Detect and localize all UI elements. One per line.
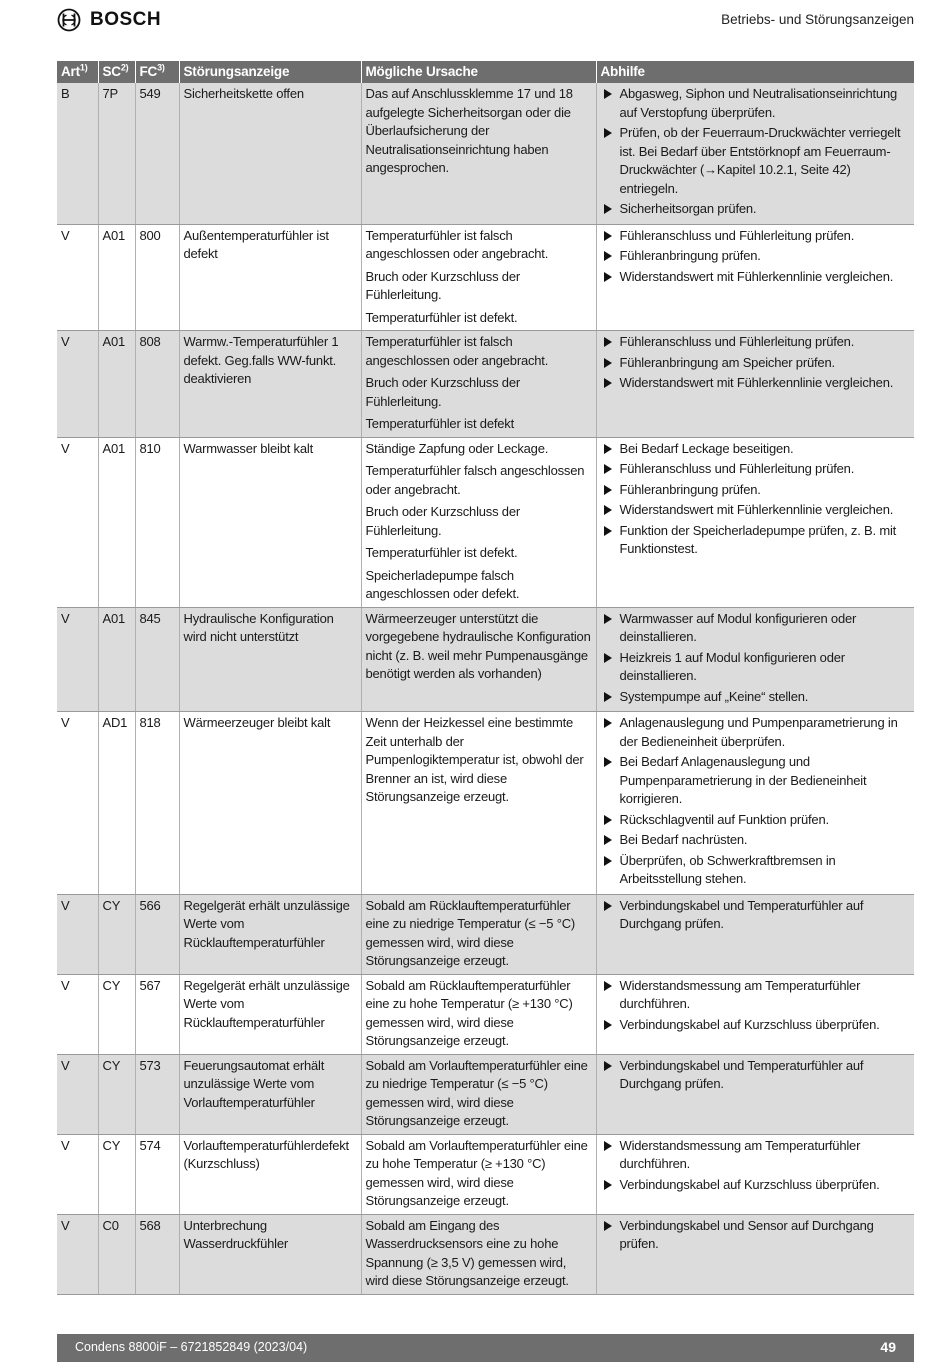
sc-cell: CY (98, 974, 135, 1054)
column-header (179, 61, 361, 83)
column-header-label: Störungsanzeige (183, 63, 290, 79)
remedy-list (601, 977, 911, 1035)
cause-cell (361, 894, 596, 974)
fc-cell: 845 (135, 607, 179, 712)
column-header-label: SC (102, 63, 121, 79)
art-cell: V (57, 894, 98, 974)
cause-cell (361, 1134, 596, 1214)
fc-cell: 567 (135, 974, 179, 1054)
remedy-item: Verbindungskabel auf Kurzschluss überprüfen. (601, 1176, 911, 1195)
table-body (57, 83, 914, 1294)
art-cell: V (57, 437, 98, 607)
cause-item: Bruch oder Kurzschluss der Fühlerleitung. (365, 375, 520, 409)
remedy-item: Heizkreis 1 auf Modul konfigurieren oder deinstallieren. (601, 649, 911, 686)
fc-cell: 549 (135, 83, 179, 224)
cause-cell (361, 974, 596, 1054)
remedy-item: Bei Bedarf nachrüsten. (601, 831, 911, 850)
fault-display-cell: Wärmeerzeuger bleibt kalt (179, 712, 361, 895)
remedy-item: Systempumpe auf „Keine“ stellen. (601, 688, 911, 707)
table-row (57, 607, 914, 712)
remedy-item: Prüfen, ob der Feuerraum-Druckwächter verriegelt ist. Bei Bedarf über Entstörknopf am Feuerraum-Druckwächter (→Kapitel 10.2.1, Seite 42) entriegeln. (601, 124, 911, 198)
sc-cell: A01 (98, 331, 135, 438)
sc-cell: A01 (98, 224, 135, 331)
fault-display-cell: Unterbrechung Wasserdruckfühler (179, 1214, 361, 1294)
remedy-list (601, 1137, 911, 1195)
remedy-item: Abgasweg, Siphon und Neutralisationseinrichtung auf Verstopfung überprüfen. (601, 85, 911, 122)
table-row (57, 1134, 914, 1214)
sc-cell: CY (98, 1134, 135, 1214)
remedy-cell (596, 712, 914, 895)
remedy-list (601, 714, 911, 889)
cause-item: Sobald am Rücklauftemperaturfühler eine zu niedrige Temperatur (≤ −5 °C) gemessen wird, wird diese Störungsanzeige erzeugt. (365, 897, 576, 968)
sc-cell: C0 (98, 1214, 135, 1294)
remedy-item: Rückschlagventil auf Funktion prüfen. (601, 811, 911, 830)
column-header-label: Mögliche Ursache (365, 63, 478, 79)
cause-cell (361, 1054, 596, 1134)
fault-display-cell: Feuerungsautomat erhält unzulässige Werte vom Vorlauftemperaturfühler (179, 1054, 361, 1134)
column-header (57, 61, 98, 83)
sc-cell: A01 (98, 437, 135, 607)
fc-cell: 810 (135, 437, 179, 607)
remedy-list (601, 1217, 911, 1254)
sc-cell: CY (98, 894, 135, 974)
cause-item: Bruch oder Kurzschluss der Fühlerleitung. (365, 268, 520, 302)
fc-cell: 818 (135, 712, 179, 895)
remedy-cell (596, 974, 914, 1054)
remedy-list (601, 85, 911, 219)
remedy-list (601, 440, 911, 559)
art-cell: V (57, 974, 98, 1054)
remedy-item: Bei Bedarf Anlagenauslegung und Pumpenparametrierung in der Bedieneinheit korrigieren. (601, 753, 911, 809)
remedy-item: Fühleranbringung am Speicher prüfen. (601, 354, 911, 373)
page-footer (57, 1334, 914, 1362)
remedy-item: Sicherheitsorgan prüfen. (601, 200, 911, 219)
cause-cell (361, 607, 596, 712)
art-cell: V (57, 1054, 98, 1134)
remedy-cell (596, 83, 914, 224)
brand-name: BOSCH (90, 9, 162, 30)
cause-item: Temperaturfühler falsch angeschlossen oder angebracht. (365, 463, 585, 497)
cause-item: Ständige Zapfung oder Leckage. (365, 440, 549, 456)
fault-display-cell: Außentemperaturfühler ist defekt (179, 224, 361, 331)
remedy-cell (596, 331, 914, 438)
remedy-item: Widerstandswert mit Fühlerkennlinie vergleichen. (601, 374, 911, 393)
sc-cell: AD1 (98, 712, 135, 895)
fault-display-cell: Hydraulische Konfiguration wird nicht unterstützt (179, 607, 361, 712)
remedy-item: Verbindungskabel auf Kurzschluss überprüfen. (601, 1016, 911, 1035)
cause-item: Temperaturfühler ist defekt. (365, 309, 518, 325)
cause-item: Sobald am Rücklauftemperaturfühler eine zu hohe Temperatur (≥ +130 °C) gemessen wird, wird diese Störungsanzeige erzeugt. (365, 977, 573, 1048)
cause-cell (361, 224, 596, 331)
remedy-item: Überprüfen, ob Schwerkraftbremsen in Arbeitsstellung stehen. (601, 852, 911, 889)
remedy-item: Warmwasser auf Modul konfigurieren oder deinstallieren. (601, 610, 911, 647)
table-row (57, 437, 914, 607)
fault-display-cell: Warmw.-Temperaturfühler 1 defekt. Geg.falls WW-funkt. deaktivieren (179, 331, 361, 438)
cause-item: Das auf Anschlussklemme 17 und 18 aufgelegte Sicherheitsorgan oder die Überlaufsicherung der Neutralisationseinrichtung haben angesprochen. (365, 86, 573, 175)
remedy-item: Bei Bedarf Leckage beseitigen. (601, 440, 911, 459)
remedy-cell (596, 437, 914, 607)
fault-display-cell: Warmwasser bleibt kalt (179, 437, 361, 607)
column-header (361, 61, 596, 83)
remedy-item: Verbindungskabel und Temperaturfühler auf Durchgang prüfen. (601, 1057, 911, 1094)
sc-cell: CY (98, 1054, 135, 1134)
cause-item: Sobald am Vorlauftemperaturfühler eine zu hohe Temperatur (≥ +130 °C) gemessen wird, wird diese Störungsanzeige erzeugt. (365, 1137, 588, 1208)
cause-item: Sobald am Eingang des Wasserdrucksensors eine zu hohe Spannung (≥ 3,5 V) gemessen wird, wird diese Störungsanzeige erzeugt. (365, 1217, 569, 1288)
remedy-list (601, 333, 911, 393)
remedy-item: Fühleranbringung prüfen. (601, 481, 911, 500)
cause-item: Wärmeerzeuger unterstützt die vorgegebene hydraulische Konfiguration nicht (z. B. weil mehr Pumpenausgänge benötigt werden als vorhanden) (365, 610, 591, 681)
fault-display-cell: Regelgerät erhält unzulässige Werte vom Rücklauftemperaturfühler (179, 974, 361, 1054)
column-header (98, 61, 135, 83)
table-header-row (57, 61, 914, 83)
remedy-item: Fühleranschluss und Fühlerleitung prüfen. (601, 227, 911, 246)
remedy-list (601, 227, 911, 287)
table-row (57, 1214, 914, 1294)
section-title: Betriebs- und Störungsanzeigen (721, 12, 914, 27)
fault-display-cell: Sicherheitskette offen (179, 83, 361, 224)
table-row (57, 224, 914, 331)
cause-item: Temperaturfühler ist defekt (365, 416, 515, 431)
remedy-cell (596, 894, 914, 974)
remedy-item: Fühleranbringung prüfen. (601, 247, 911, 266)
remedy-cell (596, 224, 914, 331)
remedy-list (601, 897, 911, 934)
remedy-cell (596, 1214, 914, 1294)
table-row (57, 1054, 914, 1134)
column-header-label: Abhilfe (600, 63, 645, 79)
fault-table (57, 61, 914, 1295)
remedy-cell (596, 607, 914, 712)
cause-item: Sobald am Vorlauftemperaturfühler eine zu niedrige Temperatur (≤ −5 °C) gemessen wird, wird diese Störungsanzeige erzeugt. (365, 1057, 588, 1128)
remedy-list (601, 1057, 911, 1094)
cause-item: Bruch oder Kurzschluss der Fühlerleitung. (365, 504, 520, 538)
cause-cell (361, 437, 596, 607)
art-cell: V (57, 607, 98, 712)
cause-item: Wenn der Heizkessel eine bestimmte Zeit unterhalb der Pumpenlogiktemperatur ist, obwohl der Brenner an ist, wird diese Störungsanzeige erzeugt. (365, 715, 584, 804)
fault-display-cell: Regelgerät erhält unzulässige Werte vom Rücklauftemperaturfühler (179, 894, 361, 974)
art-cell: V (57, 712, 98, 895)
column-header-label: FC (139, 63, 158, 79)
art-cell: V (57, 1134, 98, 1214)
page-header (57, 8, 914, 36)
cause-item: Temperaturfühler ist defekt. (365, 545, 518, 560)
remedy-item: Anlagenauslegung und Pumpenparametrierung in der Bedieneinheit überprüfen. (601, 714, 911, 751)
fc-cell: 573 (135, 1054, 179, 1134)
remedy-item: Widerstandswert mit Fühlerkennlinie vergleichen. (601, 501, 911, 520)
brand-logo (57, 8, 161, 32)
bosch-armature-icon (57, 8, 81, 32)
sc-cell: A01 (98, 607, 135, 712)
table-row (57, 974, 914, 1054)
remedy-item: Funktion der Speicherladepumpe prüfen, z. B. mit Funktionstest. (601, 522, 911, 559)
cause-cell (361, 83, 596, 224)
cause-cell (361, 712, 596, 895)
cause-cell (361, 1214, 596, 1294)
fc-cell: 568 (135, 1214, 179, 1294)
art-cell: V (57, 224, 98, 331)
remedy-item: Verbindungskabel und Sensor auf Durchgang prüfen. (601, 1217, 911, 1254)
remedy-cell (596, 1134, 914, 1214)
cause-item: Temperaturfühler ist falsch angeschlossen oder angebracht. (365, 227, 549, 261)
remedy-item: Widerstandsmessung am Temperaturfühler durchführen. (601, 977, 911, 1014)
art-cell: V (57, 331, 98, 438)
footnote-marker: 2) (120, 62, 129, 73)
cause-item: Speicherladepumpe falsch angeschlossen oder defekt. (365, 567, 520, 601)
footnote-marker: 3) (157, 62, 165, 73)
fc-cell: 574 (135, 1134, 179, 1214)
art-cell: B (57, 83, 98, 224)
fc-cell: 808 (135, 331, 179, 438)
remedy-item: Widerstandsmessung am Temperaturfühler durchführen. (601, 1137, 911, 1174)
remedy-item: Fühleranschluss und Fühlerleitung prüfen. (601, 333, 911, 352)
table-row (57, 83, 914, 224)
fc-cell: 566 (135, 894, 179, 974)
remedy-item: Widerstandswert mit Fühlerkennlinie vergleichen. (601, 268, 911, 287)
table-row (57, 331, 914, 438)
remedy-item: Fühleranschluss und Fühlerleitung prüfen. (601, 460, 911, 479)
art-cell: V (57, 1214, 98, 1294)
cause-item: Temperaturfühler ist falsch angeschlossen oder angebracht. (365, 334, 549, 368)
cause-cell (361, 331, 596, 438)
page-number: 49 (880, 1339, 896, 1355)
remedy-item: Verbindungskabel und Temperaturfühler auf Durchgang prüfen. (601, 897, 911, 934)
remedy-list (601, 610, 911, 707)
footer-document-id: Condens 8800iF – 6721852849 (2023/04) (75, 1340, 308, 1354)
footnote-marker: 1) (79, 62, 88, 73)
column-header (135, 61, 179, 83)
column-header (596, 61, 914, 83)
column-header-label: Art (61, 63, 80, 79)
remedy-cell (596, 1054, 914, 1134)
table-row (57, 894, 914, 974)
sc-cell: 7P (98, 83, 135, 224)
fault-display-cell: Vorlauftemperaturfühlerdefekt (Kurzschluss) (179, 1134, 361, 1214)
table-row (57, 712, 914, 895)
fc-cell: 800 (135, 224, 179, 331)
